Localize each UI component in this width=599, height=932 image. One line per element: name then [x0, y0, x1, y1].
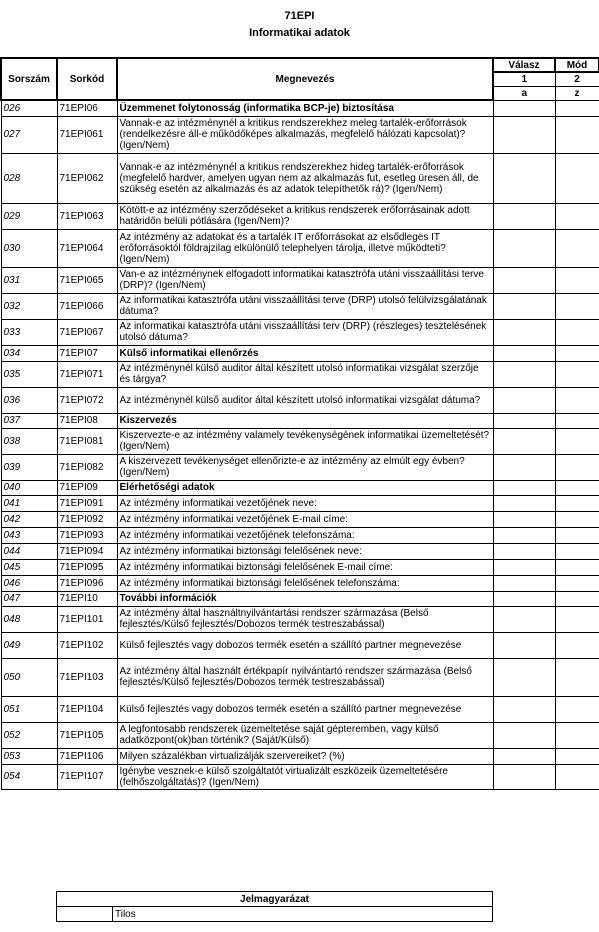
data-table [0, 57, 599, 790]
row-description: Üzemmenet folytonosság (informatika BCP-je) biztosítása [117, 100, 493, 116]
mode-cell[interactable] [555, 100, 599, 116]
row-description: Az intézmény informatikai vezetőjének E-mail címe: [117, 511, 493, 527]
table-row [1, 345, 599, 361]
row-code: 71EPI06 [57, 100, 117, 116]
row-number: 027 [1, 116, 57, 153]
table-row [1, 454, 599, 480]
row-number: 038 [1, 428, 57, 454]
row-description: Az intézmény informatikai vezetőjének neve: [117, 495, 493, 511]
row-number: 029 [1, 203, 57, 229]
mode-cell[interactable] [555, 203, 599, 229]
mode-cell[interactable] [555, 267, 599, 293]
row-code: 71EPI10 [57, 591, 117, 606]
answer-cell[interactable] [493, 293, 555, 319]
table-row [1, 495, 599, 511]
legend-title: Jelmagyarázat [57, 892, 493, 907]
row-number: 040 [1, 480, 57, 495]
header-valasz-number: 1 [493, 72, 555, 86]
answer-cell[interactable] [493, 748, 555, 764]
row-description: Külső fejlesztés vagy dobozos termék esetén a szállító partner megnevezése [117, 632, 493, 658]
row-code: 71EPI107 [57, 764, 117, 789]
answer-cell[interactable] [493, 100, 555, 116]
legend-item-label: Tilos [113, 907, 493, 922]
row-number: 033 [1, 319, 57, 345]
mode-cell[interactable] [555, 722, 599, 748]
answer-cell[interactable] [493, 527, 555, 543]
row-number: 050 [1, 658, 57, 696]
answer-cell[interactable] [493, 606, 555, 632]
mode-cell[interactable] [555, 511, 599, 527]
answer-cell[interactable] [493, 153, 555, 203]
row-code: 71EPI101 [57, 606, 117, 632]
row-number: 044 [1, 543, 57, 559]
mode-cell[interactable] [555, 454, 599, 480]
table-row [1, 387, 599, 413]
row-number: 030 [1, 229, 57, 267]
table-row [1, 559, 599, 575]
row-code: 71EPI08 [57, 413, 117, 428]
answer-cell[interactable] [493, 361, 555, 387]
answer-cell[interactable] [493, 511, 555, 527]
row-number: 036 [1, 387, 57, 413]
answer-cell[interactable] [493, 116, 555, 153]
mode-cell[interactable] [555, 527, 599, 543]
answer-cell[interactable] [493, 428, 555, 454]
row-code: 71EPI064 [57, 229, 117, 267]
header-megnevezes: Megnevezés [117, 58, 493, 100]
table-row [1, 591, 599, 606]
table-row [1, 293, 599, 319]
table-row [1, 267, 599, 293]
row-number: 052 [1, 722, 57, 748]
row-description: Külső fejlesztés vagy dobozos termék esetén a szállító partner megnevezése [117, 696, 493, 722]
answer-cell[interactable] [493, 345, 555, 361]
row-description: Vannak-e az intézménynél a kritikus rendszerekhez meleg tartalék-erőforrások (rendelkezésre áll-e működőképes alkalmazás, megfelelő hálózati kapcsolat)? (Igen/Nem) [117, 116, 493, 153]
row-code: 71EPI102 [57, 632, 117, 658]
row-code: 71EPI063 [57, 203, 117, 229]
table-row [1, 606, 599, 632]
row-code: 71EPI072 [57, 387, 117, 413]
row-code: 71EPI103 [57, 658, 117, 696]
table-row [1, 116, 599, 153]
mode-cell[interactable] [555, 575, 599, 591]
header-mod-letter: z [555, 86, 599, 100]
table-row [1, 203, 599, 229]
row-description: A kiszervezett tevékenységet ellenőrizte-e az intézmény az elmúlt egy évben? (Igen/Nem) [117, 454, 493, 480]
mode-cell[interactable] [555, 345, 599, 361]
row-description: Van-e az intézménynek elfogadott informatikai katasztrófa utáni visszaállítási terve (DRP)? (Igen/Nem) [117, 267, 493, 293]
row-code: 71EPI093 [57, 527, 117, 543]
row-description: Az intézmény az adatokat és a tartalék IT erőforrásokat az elsődleges IT erőforrásoktól földrajzilag elkülönülő telephelyen tárolja, illetve működteti? (Igen/Nem) [117, 229, 493, 267]
row-code: 71EPI081 [57, 428, 117, 454]
table-row [1, 153, 599, 203]
mode-cell[interactable] [555, 413, 599, 428]
row-number: 046 [1, 575, 57, 591]
table-body [1, 100, 599, 789]
legend-swatch [57, 907, 113, 922]
table-row [1, 543, 599, 559]
row-code: 71EPI07 [57, 345, 117, 361]
mode-cell[interactable] [555, 495, 599, 511]
row-code: 71EPI105 [57, 722, 117, 748]
row-code: 71EPI066 [57, 293, 117, 319]
mode-cell[interactable] [555, 748, 599, 764]
header-valasz-letter: a [493, 86, 555, 100]
row-description: Az intézmény által használtnyilvántartási rendszer származása (Belső fejlesztés/Külső fejlesztés/Dobozos termék testreszabással) [117, 606, 493, 632]
answer-cell[interactable] [493, 387, 555, 413]
row-number: 031 [1, 267, 57, 293]
answer-cell[interactable] [493, 495, 555, 511]
row-number: 045 [1, 559, 57, 575]
table-row [1, 413, 599, 428]
answer-cell[interactable] [493, 764, 555, 789]
table-row [1, 658, 599, 696]
mode-cell[interactable] [555, 116, 599, 153]
header-mod-number: 2 [555, 72, 599, 86]
row-number: 041 [1, 495, 57, 511]
answer-cell[interactable] [493, 722, 555, 748]
table-row [1, 748, 599, 764]
header-sorkod: Sorkód [57, 58, 117, 100]
row-code: 71EPI106 [57, 748, 117, 764]
row-description: Az intézmény informatikai biztonsági felelősének telefonszáma: [117, 575, 493, 591]
row-code: 71EPI104 [57, 696, 117, 722]
row-number: 053 [1, 748, 57, 764]
mode-cell[interactable] [555, 319, 599, 345]
row-description: Kiszervezés [117, 413, 493, 428]
mode-cell[interactable] [555, 293, 599, 319]
row-number: 028 [1, 153, 57, 203]
answer-cell[interactable] [493, 632, 555, 658]
row-description: További információk [117, 591, 493, 606]
row-number: 042 [1, 511, 57, 527]
answer-cell[interactable] [493, 203, 555, 229]
table-row [1, 511, 599, 527]
table-row [1, 764, 599, 789]
answer-cell[interactable] [493, 696, 555, 722]
table-row [1, 229, 599, 267]
row-number: 026 [1, 100, 57, 116]
row-description: Elérhetőségi adatok [117, 480, 493, 495]
row-code: 71EPI094 [57, 543, 117, 559]
table-row [1, 722, 599, 748]
row-code: 71EPI091 [57, 495, 117, 511]
row-code: 71EPI067 [57, 319, 117, 345]
table-row [1, 361, 599, 387]
row-code: 71EPI061 [57, 116, 117, 153]
row-description: Vannak-e az intézménynél a kritikus rendszerekhez hideg tartalék-erőforrások (megfelelő hardver, amelyen ugyan nem az alkalmazás fut, esetleg üresen áll, de szükség esetén az alkalmazás és az adatok telepíthetők rá)? (Igen/Nem) [117, 153, 493, 203]
row-code: 71EPI071 [57, 361, 117, 387]
row-description: Az intézmény informatikai vezetőjének telefonszáma: [117, 527, 493, 543]
answer-cell[interactable] [493, 543, 555, 559]
mode-cell[interactable] [555, 229, 599, 267]
row-description: Kötött-e az intézmény szerződéseket a kritikus rendszerek erőforrásainak adott határidőn belüli pótlására (Igen/Nem)? [117, 203, 493, 229]
row-code: 71EPI095 [57, 559, 117, 575]
answer-cell[interactable] [493, 454, 555, 480]
table-row [1, 480, 599, 495]
row-number: 051 [1, 696, 57, 722]
row-code: 71EPI082 [57, 454, 117, 480]
row-number: 037 [1, 413, 57, 428]
row-description: Kiszervezte-e az intézmény valamely tevékenységének informatikai üzemeltetését? (Igen/Nem) [117, 428, 493, 454]
mode-cell[interactable] [555, 480, 599, 495]
mode-cell[interactable] [555, 428, 599, 454]
mode-cell[interactable] [555, 543, 599, 559]
mode-cell[interactable] [555, 658, 599, 696]
table-row [1, 527, 599, 543]
mode-cell[interactable] [555, 559, 599, 575]
form-code: 71EPI [284, 10, 315, 22]
row-description: Az informatikai katasztrófa utáni visszaállítási terve (DRP) utolsó felülvizsgálatának dátuma? [117, 293, 493, 319]
answer-cell[interactable] [493, 267, 555, 293]
row-description: A legfontosabb rendszerek üzemeltetése saját gépteremben, vagy külső adatközpont(ok)ban történik? (Saját/Külső) [117, 722, 493, 748]
row-number: 039 [1, 454, 57, 480]
table-row [1, 428, 599, 454]
row-description: Az intézménynél külső auditor által készített utolsó informatikai vizsgálat szerzője és tárgya? [117, 361, 493, 387]
legend-table [56, 891, 493, 922]
row-description: Az intézménynél külső auditor által készített utolsó informatikai vizsgálat dátuma? [117, 387, 493, 413]
row-number: 032 [1, 293, 57, 319]
table-row [1, 575, 599, 591]
header-mod: Mód [555, 58, 599, 72]
row-number: 034 [1, 345, 57, 361]
row-code: 71EPI09 [57, 480, 117, 495]
answer-cell[interactable] [493, 229, 555, 267]
row-number: 049 [1, 632, 57, 658]
row-code: 71EPI065 [57, 267, 117, 293]
table-row [1, 100, 599, 116]
row-number: 035 [1, 361, 57, 387]
row-number: 048 [1, 606, 57, 632]
mode-cell[interactable] [555, 153, 599, 203]
table-row [1, 696, 599, 722]
mode-cell[interactable] [555, 696, 599, 722]
answer-cell[interactable] [493, 658, 555, 696]
row-number: 043 [1, 527, 57, 543]
row-code: 71EPI092 [57, 511, 117, 527]
row-description: Az intézmény informatikai biztonsági felelősének E-mail címe: [117, 559, 493, 575]
table-row [1, 319, 599, 345]
row-code: 71EPI096 [57, 575, 117, 591]
table-row [1, 632, 599, 658]
answer-cell[interactable] [493, 559, 555, 575]
mode-cell[interactable] [555, 361, 599, 387]
row-code: 71EPI062 [57, 153, 117, 203]
header-sorszam: Sorszám [1, 58, 57, 100]
mode-cell[interactable] [555, 606, 599, 632]
mode-cell[interactable] [555, 764, 599, 789]
mode-cell[interactable] [555, 632, 599, 658]
row-number: 047 [1, 591, 57, 606]
answer-cell[interactable] [493, 319, 555, 345]
row-description: Milyen százalékban virtualizálják szervereiket? (%) [117, 748, 493, 764]
row-number: 054 [1, 764, 57, 789]
header-valasz: Válasz [493, 58, 555, 72]
row-description: Külső informatikai ellenőrzés [117, 345, 493, 361]
answer-cell[interactable] [493, 575, 555, 591]
answer-cell[interactable] [493, 413, 555, 428]
row-description: Igénybe vesznek-e külső szolgáltatót virtualizált eszközeik üzemeltetésére (felhőszolgáltatás)? (Igen/Nem) [117, 764, 493, 789]
row-description: Az intézmény informatikai biztonsági felelősének neve: [117, 543, 493, 559]
form-title: Informatikai adatok [249, 27, 350, 39]
answer-cell[interactable] [493, 480, 555, 495]
row-description: Az intézmény által használt értékpapír nyilvántartó rendszer származása (Belső fejlesztés/Külső fejlesztés/Dobozos termék testreszabással) [117, 658, 493, 696]
mode-cell[interactable] [555, 387, 599, 413]
row-description: Az informatikai katasztrófa utáni visszaállítási terv (DRP) (részleges) tesztelésének utolsó dátuma? [117, 319, 493, 345]
mode-cell[interactable] [555, 591, 599, 606]
answer-cell[interactable] [493, 591, 555, 606]
